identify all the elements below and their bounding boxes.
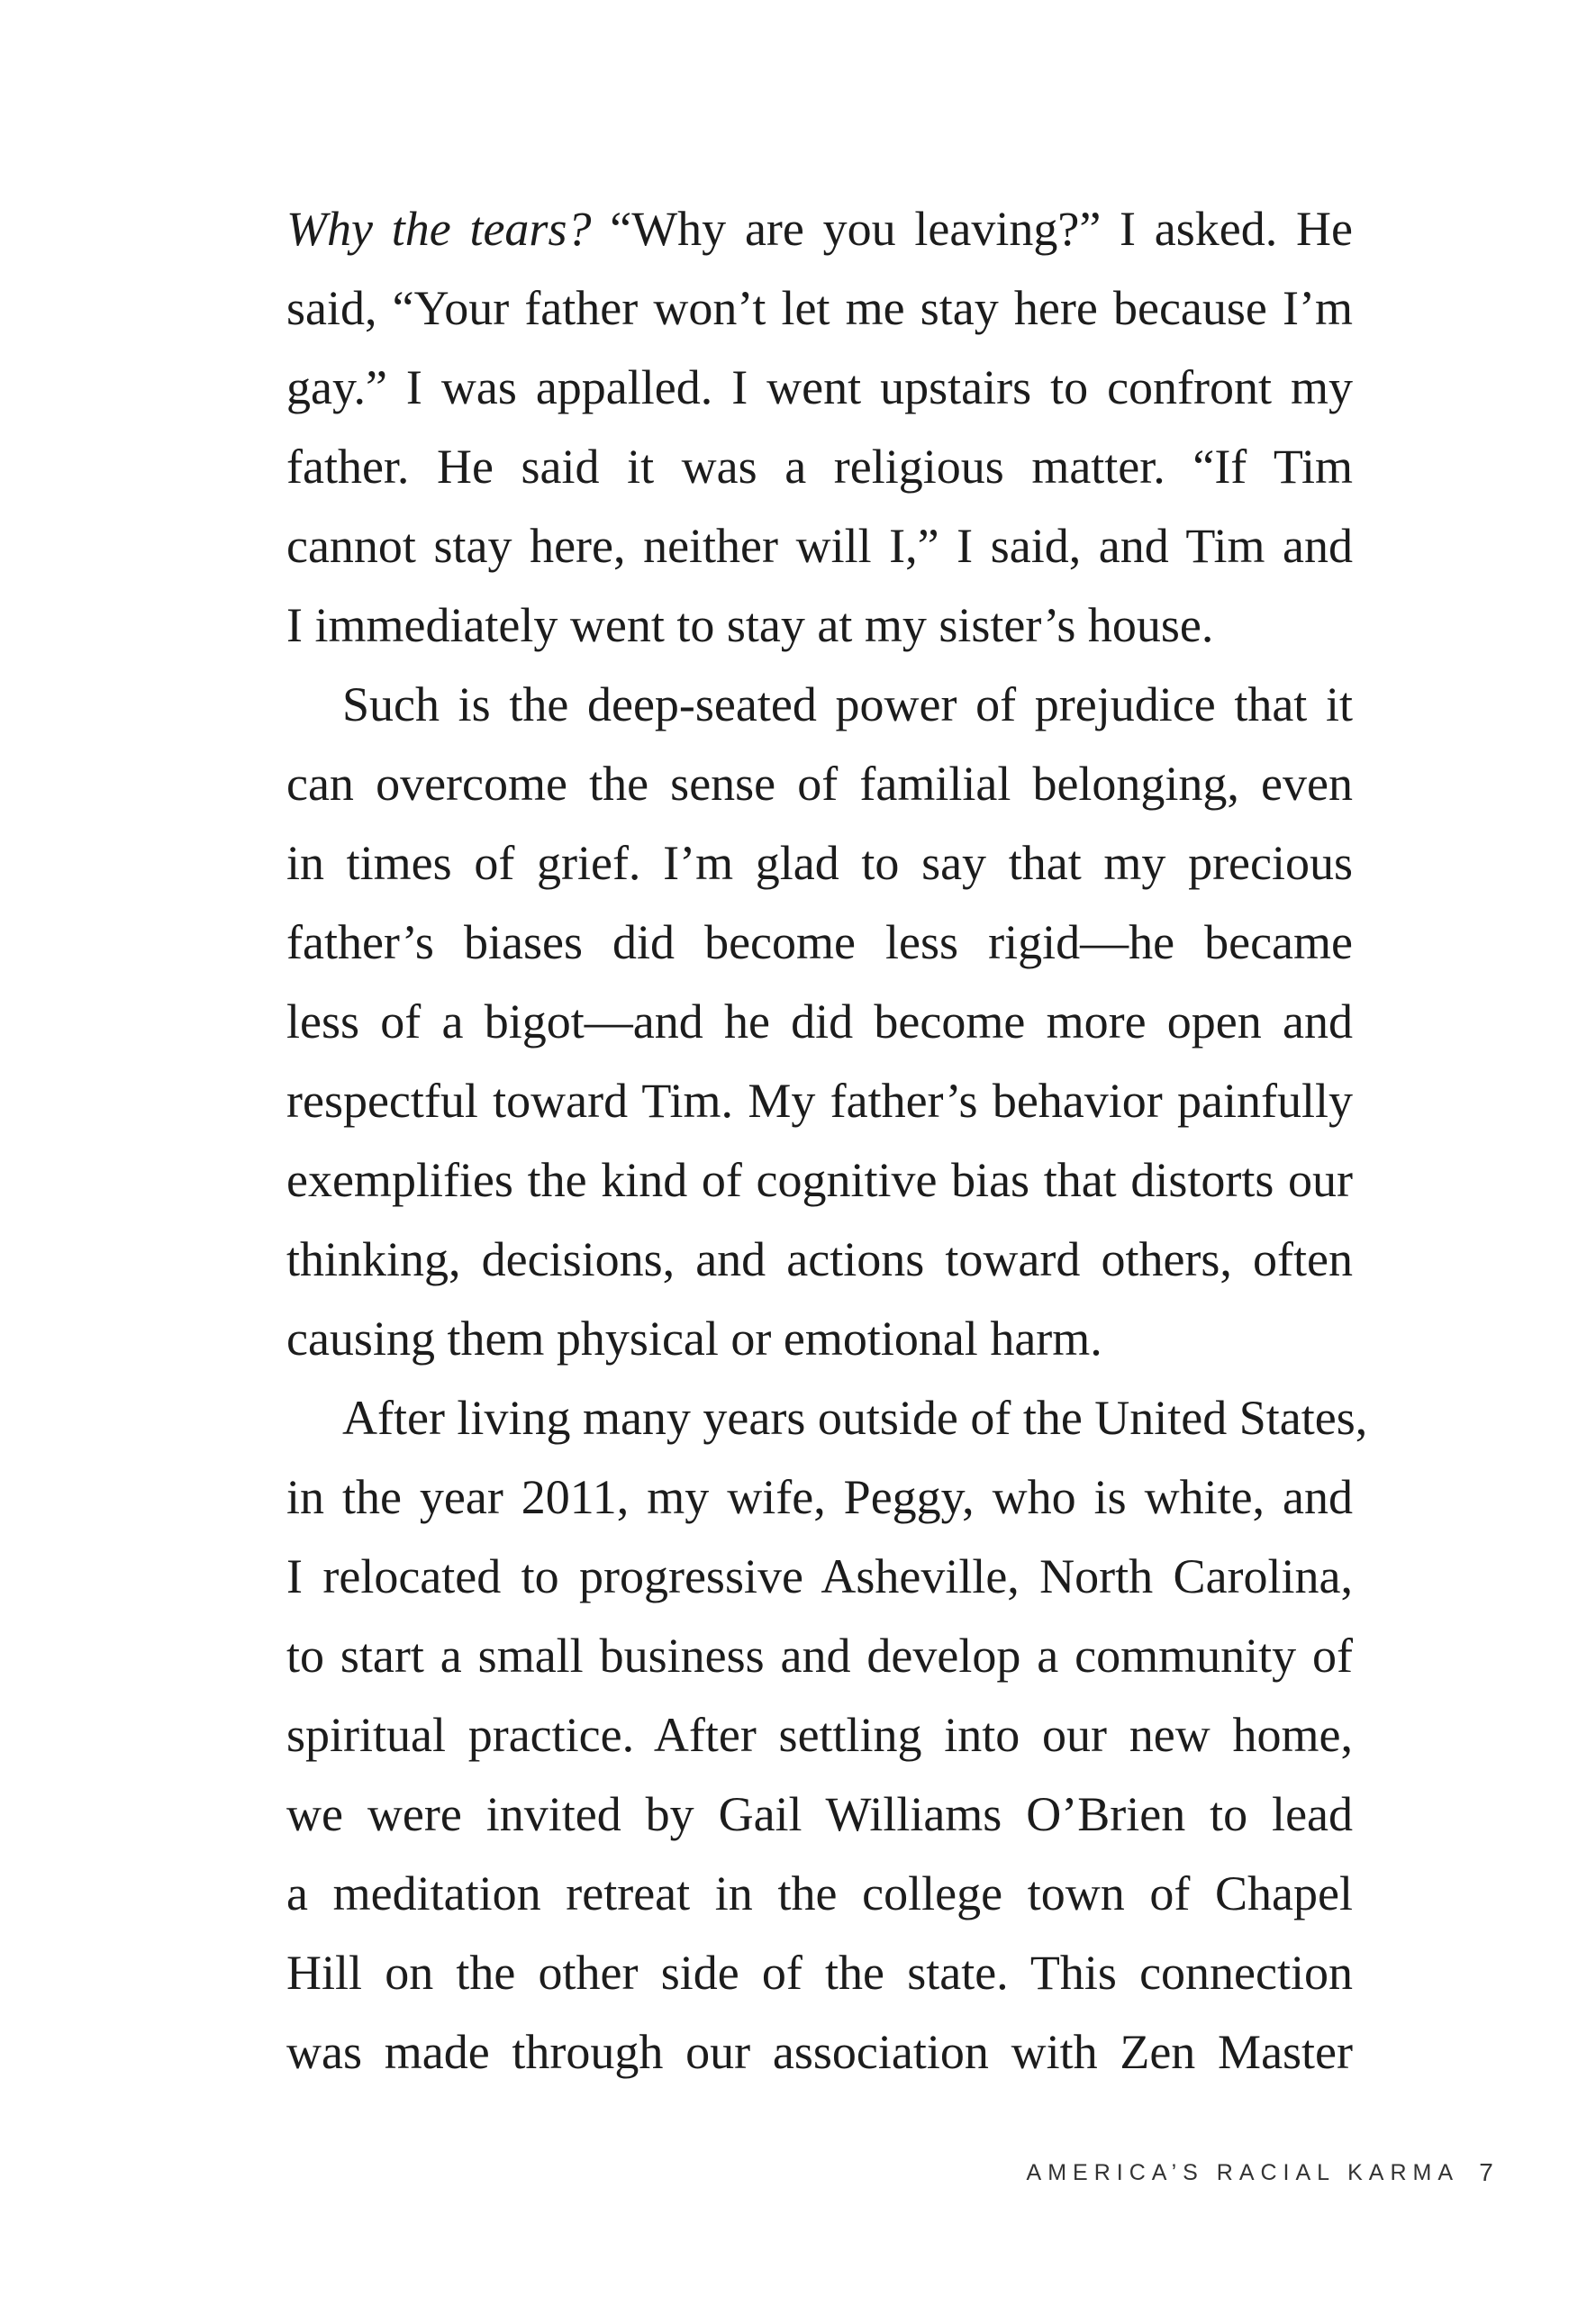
text-line: in times of grief. I’m glad to say that my precious [286, 836, 1353, 890]
body-text [286, 189, 1368, 2092]
text-line [286, 189, 1353, 268]
text-line: to start a small business and develop a community of [286, 1629, 1353, 1683]
text-line: respectful toward Tim. My father’s behavior painfully [286, 1074, 1353, 1128]
text-line: in the year 2011, my wife, Peggy, who is white, and [286, 1470, 1353, 1524]
text-line: I relocated to progressive Asheville, North Carolina, [286, 1549, 1353, 1603]
text-line: exemplifies the kind of cognitive bias that distorts our [286, 1153, 1353, 1207]
paragraph-1 [286, 189, 1353, 665]
text-line: a meditation retreat in the college town of Chapel [286, 1866, 1353, 1920]
text-line: gay.” I was appalled. I went upstairs to confront my [286, 360, 1353, 414]
text-line: we were invited by Gail Williams O’Brien to lead [286, 1787, 1353, 1841]
line-text: “Why are you leaving?” I asked. He [591, 202, 1353, 256]
italic-phrase: Why the tears? [286, 202, 592, 256]
page-number: 7 [1479, 2158, 1493, 2186]
paragraph-3 [286, 1378, 1368, 2092]
text-line: thinking, decisions, and actions toward others, often [286, 1232, 1353, 1286]
text-line: can overcome the sense of familial belonging, even [286, 757, 1353, 811]
paragraph-2 [286, 665, 1353, 1378]
text-line: Such is the deep-seated power of prejudice that it [342, 677, 1353, 731]
text-line: After living many years outside of the United States, [342, 1391, 1368, 1445]
text-line: less of a bigot—and he did become more open and [286, 994, 1353, 1049]
text-line: father. He said it was a religious matter. “If Tim [286, 440, 1353, 494]
text-line: cannot stay here, neither will I,” I said, and Tim and [286, 519, 1353, 573]
text-line: causing them physical or emotional harm. [286, 1312, 1102, 1366]
text-line: spiritual practice. After settling into our new home, [286, 1708, 1353, 1762]
running-footer-title: AMERICA’S RACIAL KARMA [1026, 2160, 1459, 2185]
text-line: was made through our association with Zen Master [286, 2025, 1353, 2079]
text-line: I immediately went to stay at my sister’s house. [286, 598, 1214, 652]
text-line: said, “Your father won’t let me stay here because I’m [286, 281, 1353, 335]
text-line: father’s biases did become less rigid—he became [286, 915, 1353, 969]
text-line: Hill on the other side of the state. This connection [286, 1946, 1353, 2000]
